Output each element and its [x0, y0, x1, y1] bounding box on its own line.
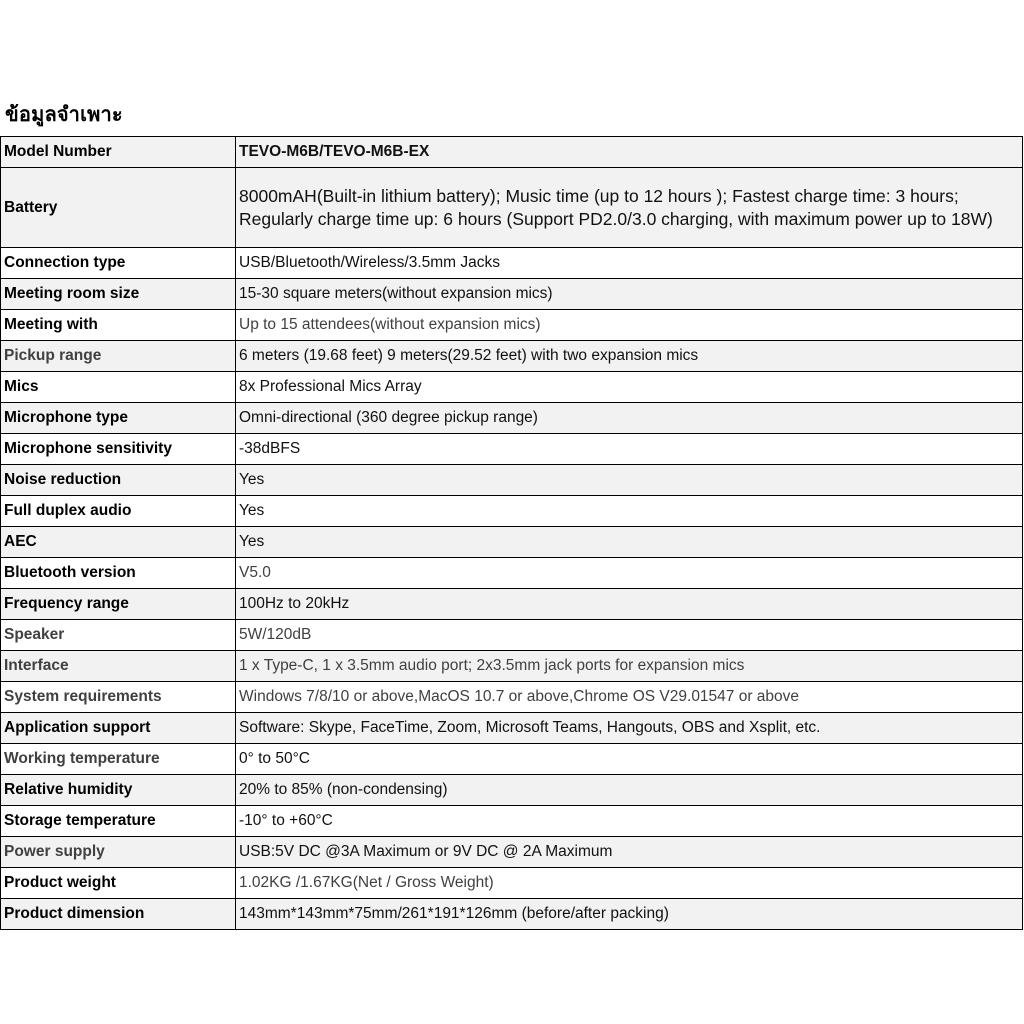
- table-row: [1, 434, 1023, 465]
- row-label-aec: AEC: [1, 527, 236, 558]
- row-value-bluetooth-version: V5.0: [236, 558, 1023, 589]
- table-row: [1, 403, 1023, 434]
- row-label-noise-reduction: Noise reduction: [1, 465, 236, 496]
- row-value-noise-reduction: Yes: [236, 465, 1023, 496]
- row-label-speaker: Speaker: [1, 620, 236, 651]
- row-value-power-supply: USB:5V DC @3A Maximum or 9V DC @ 2A Maximum: [236, 837, 1023, 868]
- table-row: [1, 744, 1023, 775]
- table-row: [1, 465, 1023, 496]
- row-label-application-support: Application support: [1, 713, 236, 744]
- row-label-meeting-room-size: Meeting room size: [1, 279, 236, 310]
- row-label-relative-humidity: Relative humidity: [1, 775, 236, 806]
- table-row: [1, 899, 1023, 930]
- row-value-product-weight: 1.02KG /1.67KG(Net / Gross Weight): [236, 868, 1023, 899]
- row-label-bluetooth-version: Bluetooth version: [1, 558, 236, 589]
- spec-table: [0, 136, 1023, 930]
- table-row: [1, 558, 1023, 589]
- battery-line-2: Regularly charge time up: 6 hours (Support PD2.0/3.0 charging, with maximum power up to 18W): [239, 208, 993, 229]
- row-value-battery: [236, 168, 1023, 248]
- row-label-interface: Interface: [1, 651, 236, 682]
- row-value-speaker: 5W/120dB: [236, 620, 1023, 651]
- table-row: [1, 137, 1023, 168]
- row-label-storage-temperature: Storage temperature: [1, 806, 236, 837]
- table-row: [1, 372, 1023, 403]
- row-value-relative-humidity: 20% to 85% (non-condensing): [236, 775, 1023, 806]
- row-value-product-dimension: 143mm*143mm*75mm/261*191*126mm (before/after packing): [236, 899, 1023, 930]
- row-label-frequency-range: Frequency range: [1, 589, 236, 620]
- row-label-connection-type: Connection type: [1, 248, 236, 279]
- row-label-battery: Battery: [1, 168, 236, 248]
- table-row: [1, 589, 1023, 620]
- row-label-product-dimension: Product dimension: [1, 899, 236, 930]
- row-value-system-requirements: Windows 7/8/10 or above,MacOS 10.7 or above,Chrome OS V29.01547 or above: [236, 682, 1023, 713]
- row-label-microphone-type: Microphone type: [1, 403, 236, 434]
- row-value-aec: Yes: [236, 527, 1023, 558]
- battery-line-1: 8000mAH(Built-in lithium battery); Music time (up to 12 hours ); Fastest charge time: 3 hours;: [239, 185, 959, 206]
- row-value-pickup-range: 6 meters (19.68 feet) 9 meters(29.52 feet) with two expansion mics: [236, 341, 1023, 372]
- row-value-working-temperature: 0° to 50°C: [236, 744, 1023, 775]
- row-value-model-number: TEVO-M6B/TEVO-M6B-EX: [236, 137, 1023, 168]
- row-label-model-number: Model Number: [1, 137, 236, 168]
- table-row: [1, 620, 1023, 651]
- row-label-meeting-with: Meeting with: [1, 310, 236, 341]
- row-label-pickup-range: Pickup range: [1, 341, 236, 372]
- row-value-microphone-sensitivity: -38dBFS: [236, 434, 1023, 465]
- table-row: [1, 682, 1023, 713]
- table-row: [1, 168, 1023, 248]
- page-title: ข้อมูลจำเพาะ: [5, 102, 123, 126]
- table-row: [1, 341, 1023, 372]
- row-value-full-duplex-audio: Yes: [236, 496, 1023, 527]
- table-row: [1, 837, 1023, 868]
- table-row: [1, 279, 1023, 310]
- row-label-microphone-sensitivity: Microphone sensitivity: [1, 434, 236, 465]
- row-value-mics: 8x Professional Mics Array: [236, 372, 1023, 403]
- table-row: [1, 310, 1023, 341]
- table-row: [1, 868, 1023, 899]
- row-label-mics: Mics: [1, 372, 236, 403]
- row-label-system-requirements: System requirements: [1, 682, 236, 713]
- table-row: [1, 527, 1023, 558]
- table-row: [1, 496, 1023, 527]
- row-label-power-supply: Power supply: [1, 837, 236, 868]
- row-value-storage-temperature: -10° to +60°C: [236, 806, 1023, 837]
- table-row: [1, 806, 1023, 837]
- row-label-full-duplex-audio: Full duplex audio: [1, 496, 236, 527]
- row-value-application-support: Software: Skype, FaceTime, Zoom, Microsoft Teams, Hangouts, OBS and Xsplit, etc.: [236, 713, 1023, 744]
- table-row: [1, 713, 1023, 744]
- row-value-interface: 1 x Type-C, 1 x 3.5mm audio port; 2x3.5mm jack ports for expansion mics: [236, 651, 1023, 682]
- row-label-product-weight: Product weight: [1, 868, 236, 899]
- row-value-frequency-range: 100Hz to 20kHz: [236, 589, 1023, 620]
- table-row: [1, 248, 1023, 279]
- row-value-meeting-with: Up to 15 attendees(without expansion mics): [236, 310, 1023, 341]
- table-row: [1, 651, 1023, 682]
- row-value-microphone-type: Omni-directional (360 degree pickup range): [236, 403, 1023, 434]
- row-value-connection-type: USB/Bluetooth/Wireless/3.5mm Jacks: [236, 248, 1023, 279]
- table-row: [1, 775, 1023, 806]
- row-label-working-temperature: Working temperature: [1, 744, 236, 775]
- row-value-meeting-room-size: 15-30 square meters(without expansion mics): [236, 279, 1023, 310]
